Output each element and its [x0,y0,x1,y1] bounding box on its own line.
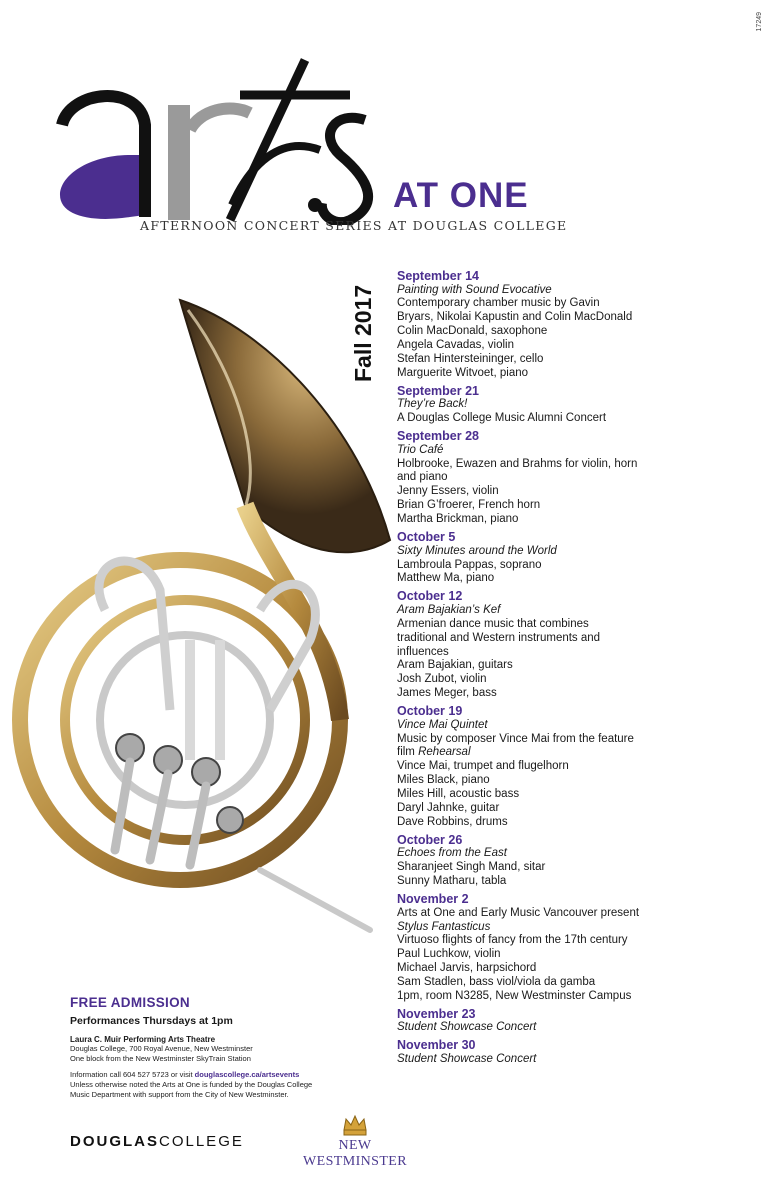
douglas-bold: DOUGLAS [70,1133,159,1150]
event-sep-28 [397,429,757,527]
event-line: Daryl Jahnke, guitar [397,802,500,815]
event-oct-12 [397,589,757,701]
event-date: October 12 [397,589,463,604]
event-oct-26 [397,833,757,889]
event-date: November 30 [397,1038,476,1053]
event-nov-23 [397,1007,757,1035]
venue-address: Douglas College, 700 Royal Avenue, New Westminster [70,1044,253,1053]
event-line: Vince Mai, trumpet and flugelhorn [397,760,569,773]
event-line: James Meger, bass [397,687,497,700]
event-date: September 14 [397,269,479,283]
event-line: Martha Brickman, piano [397,513,519,526]
event-title: They’re Back! [397,398,468,411]
event-line: Brian G’froerer, French horn [397,499,541,512]
event-line: Matthew Ma, piano [397,572,495,585]
event-line: Marguerite Witvoet, piano [397,366,529,379]
event-date: October 19 [397,704,463,719]
event-sep-21 [397,384,757,426]
event-title: Echoes from the East [397,847,507,860]
logo-letter-s [322,118,368,222]
event-date: November 23 [397,1006,476,1021]
event-date: October 5 [397,530,456,545]
event-line: and piano [397,471,448,484]
event-line: Stylus Fantasticus [397,920,491,933]
douglas-rest: COLLEGE [159,1133,244,1150]
admission-info [70,995,390,1100]
event-line: Angela Cavadas, violin [397,339,514,352]
event-line: Music by composer Vince Mai from the feature [397,732,634,745]
venue-name: Laura C. Muir Performing Arts Theatre [70,1035,216,1044]
logo-tagline: AT ONE [393,176,529,215]
free-admission: FREE ADMISSION [70,995,190,1010]
events-link[interactable]: douglascollege.ca/artsevents [194,1070,300,1079]
horn-valve-4 [217,807,243,833]
event-line: Contemporary chamber music by Gavin [397,297,600,310]
event-title: Student Showcase Concert [397,1052,537,1065]
event-date: September 28 [397,429,479,444]
event-line: film [397,746,415,759]
event-line: A Douglas College Music Alumni Concert [397,412,607,425]
funding-note-2: Music Department with support from the City of New Westminster. [70,1090,289,1099]
event-title: Trio Café [397,443,444,456]
event-line: traditional and Western instruments and [397,631,601,644]
season-label: Fall 2017 [350,284,376,382]
event-line: Virtuoso flights of fancy from the 17th century [397,934,628,947]
logo-letter-t-stem [230,60,305,220]
event-oct-5 [397,530,757,586]
logo-letter-a-bowl [60,155,145,219]
event-line: Stefan Hintersteininger, cello [397,353,544,366]
event-line: Bryars, Nikolai Kapustin and Colin MacDonald [397,311,633,324]
concert-schedule [397,269,757,1070]
event-line: Michael Jarvis, harpsichord [397,962,537,975]
event-date: November 2 [397,892,469,907]
event-line: Colin MacDonald, saxophone [397,325,548,338]
film-title: Rehearsal [418,746,471,759]
event-nov-2 [397,892,757,1004]
serial-number: 17249 [756,12,763,32]
event-sep-14 [397,269,757,381]
event-title: Vince Mai Quintet [397,718,488,731]
series-subtitle: AFTERNOON CONCERT SERIES AT DOUGLAS COLLEGE [140,218,568,233]
new-westminster-text: NEW WESTMINSTER [303,1138,407,1169]
french-horn-image [10,290,395,940]
event-line: Miles Black, piano [397,774,490,787]
performance-times: Performances Thursdays at 1pm [70,1015,233,1027]
event-line: influences [397,645,449,658]
event-oct-19 [397,704,757,830]
event-title: Painting with Sound Evocative [397,283,552,296]
event-title: Sixty Minutes around the World [397,544,557,557]
logo-letter-r-arm [190,108,250,130]
event-line: Dave Robbins, drums [397,816,508,828]
event-date: September 21 [397,383,479,398]
event-nov-30 [397,1038,757,1066]
event-line: Aram Bajakian, guitars [397,659,513,672]
event-line: Sam Stadlen, bass viol/viola da gamba [397,976,596,989]
event-line: Sunny Matharu, tabla [397,875,507,888]
contact-prefix: Information call 604 527 5723 or visit [70,1070,195,1079]
contact-info [70,1070,390,1080]
event-line: Lambroula Pappas, soprano [397,558,542,571]
venue-directions: One block from the New Westminster SkyTrain Station [70,1054,251,1063]
event-line: Miles Hill, acoustic bass [397,788,520,801]
new-westminster-logo [290,1114,420,1170]
event-line-film [397,746,757,760]
event-line: Jenny Essers, violin [397,485,499,498]
funding-note: Unless otherwise noted the Arts at One is funded by the Douglas College [70,1080,313,1089]
event-date: October 26 [397,832,463,847]
crown-icon [342,1114,368,1136]
event-title: Aram Bajakian’s Kef [397,603,501,616]
event-line: Paul Luchkow, violin [397,948,501,961]
event-line: Josh Zubot, violin [397,673,487,686]
logo-letter-r-stem [168,105,190,220]
event-title: Student Showcase Concert [397,1021,537,1034]
event-line: 1pm, room N3285, New Westminster Campus [397,990,632,1003]
event-line: Sharanjeet Singh Mand, sitar [397,861,546,874]
horn-mouthpiece [260,870,370,930]
event-line: Armenian dance music that combines [397,617,589,630]
douglas-college-logo [70,1133,244,1150]
event-line: Arts at One and Early Music Vancouver present [397,906,640,919]
event-line: Holbrooke, Ewazen and Brahms for violin, horn [397,457,638,470]
